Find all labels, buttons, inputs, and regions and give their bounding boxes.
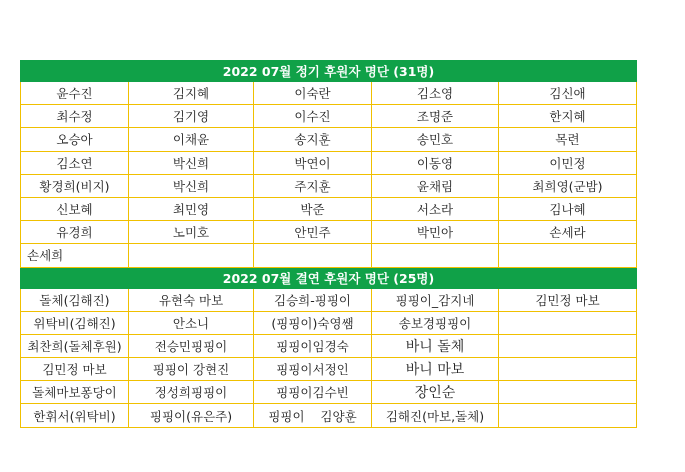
sponsor-cell: (핑핑이)숙영쌤: [254, 311, 372, 334]
sponsor-cell: 김기영: [129, 105, 254, 128]
sponsor-cell: 손세희: [21, 244, 129, 267]
sponsor-cell: 한지혜: [499, 105, 637, 128]
sponsor-cell: 박연이: [254, 151, 372, 174]
table-row: [21, 288, 637, 311]
table-row: [21, 128, 637, 151]
sponsor-cell: 핑핑이 강현진: [129, 358, 254, 381]
sponsor-cell: 박신희: [129, 151, 254, 174]
table-row: [21, 82, 637, 105]
sponsor-cell: 돌체(김해진): [21, 288, 129, 311]
sponsor-cell: 신보혜: [21, 197, 129, 220]
table-row: [21, 244, 637, 267]
sponsor-cell: 안소니: [129, 311, 254, 334]
sponsor-cell: 유현숙 마보: [129, 288, 254, 311]
partner-sponsors-header-row: [21, 267, 637, 288]
sponsor-cell: 손세라: [499, 221, 637, 244]
sponsor-cell: 한휘서(위탁비): [21, 404, 129, 427]
sponsor-cell: 최찬희(돌체후원): [21, 334, 129, 357]
table-row: [21, 197, 637, 220]
sponsor-cell: 김민정 마보: [21, 358, 129, 381]
sponsor-cell: 정성희핑핑이: [129, 381, 254, 404]
sponsor-cell: 전승민핑핑이: [129, 334, 254, 357]
table-row: [21, 174, 637, 197]
table-row: [21, 311, 637, 334]
sponsor-cell: [254, 244, 372, 267]
sponsor-cell: 안민주: [254, 221, 372, 244]
sponsor-cell: 노미호: [129, 221, 254, 244]
sponsor-cell: 핑핑이 김양훈: [254, 404, 372, 427]
sponsor-cell: [499, 381, 637, 404]
regular-sponsors-header-row: [21, 61, 637, 82]
table-row: [21, 334, 637, 357]
sponsor-cell: 최민영: [129, 197, 254, 220]
sponsor-cell: 김해진(마보,돌체): [372, 404, 499, 427]
sponsor-cell: 박신희: [129, 174, 254, 197]
sponsor-cell: 주지훈: [254, 174, 372, 197]
table-row: [21, 381, 637, 404]
sponsor-cell: 유경희: [21, 221, 129, 244]
sponsor-cell: 송민호: [372, 128, 499, 151]
sponsor-cell: 김민정 마보: [499, 288, 637, 311]
sponsor-cell: 윤수진: [21, 82, 129, 105]
sponsor-cell: 바니 돌체: [372, 334, 499, 357]
sponsor-cell: 이채윤: [129, 128, 254, 151]
sponsor-cell: 박민아: [372, 221, 499, 244]
sponsor-cell: 이숙란: [254, 82, 372, 105]
sponsor-cell: 장인순: [372, 381, 499, 404]
table-row: [21, 151, 637, 174]
sponsor-cell: 김나혜: [499, 197, 637, 220]
sponsor-cell: 윤채림: [372, 174, 499, 197]
sponsor-cell: [499, 311, 637, 334]
sponsor-cell: 이동영: [372, 151, 499, 174]
sponsor-cell: 이민정: [499, 151, 637, 174]
sponsor-cell: 위탁비(김해진): [21, 311, 129, 334]
sponsor-cell: 오승아: [21, 128, 129, 151]
table-row: [21, 358, 637, 381]
sponsor-cell: [499, 244, 637, 267]
sponsor-roster-table: [20, 60, 637, 428]
sponsor-cell: 바니 마보: [372, 358, 499, 381]
sponsor-cell: 최희영(군밤): [499, 174, 637, 197]
sponsor-cell: 핑핑이(유은주): [129, 404, 254, 427]
sponsor-cell: 핑핑이김수빈: [254, 381, 372, 404]
sponsor-roster-sheet: [20, 60, 636, 428]
table-row: [21, 221, 637, 244]
sponsor-cell: 김소영: [372, 82, 499, 105]
sponsor-cell: 서소라: [372, 197, 499, 220]
sponsor-cell: 이수진: [254, 105, 372, 128]
sponsor-cell: 김지혜: [129, 82, 254, 105]
regular-sponsors-title: 2022 07월 정기 후원자 명단 (31명): [21, 61, 637, 82]
table-row: [21, 105, 637, 128]
sponsor-cell: 송보경핑핑이: [372, 311, 499, 334]
sponsor-cell: 최수정: [21, 105, 129, 128]
sponsor-cell: 김신애: [499, 82, 637, 105]
table-row: [21, 404, 637, 427]
sponsor-cell: 핑핑이_감지네: [372, 288, 499, 311]
sponsor-cell: 송지훈: [254, 128, 372, 151]
sponsor-cell: 핑핑이서정인: [254, 358, 372, 381]
sponsor-cell: 김승희-핑핑이: [254, 288, 372, 311]
sponsor-cell: 박준: [254, 197, 372, 220]
sponsor-cell: [499, 358, 637, 381]
sponsor-cell: 김소연: [21, 151, 129, 174]
sponsor-cell: 핑핑이임경숙: [254, 334, 372, 357]
sponsor-cell: [499, 334, 637, 357]
sponsor-cell: [129, 244, 254, 267]
partner-sponsors-title: 2022 07월 결연 후원자 명단 (25명): [21, 267, 637, 288]
sponsor-cell: [372, 244, 499, 267]
sponsor-cell: 돌체마보퐁당이: [21, 381, 129, 404]
sponsor-cell: [499, 404, 637, 427]
sponsor-cell: 조명준: [372, 105, 499, 128]
sponsor-cell: 목련: [499, 128, 637, 151]
sponsor-cell: 황경희(비지): [21, 174, 129, 197]
